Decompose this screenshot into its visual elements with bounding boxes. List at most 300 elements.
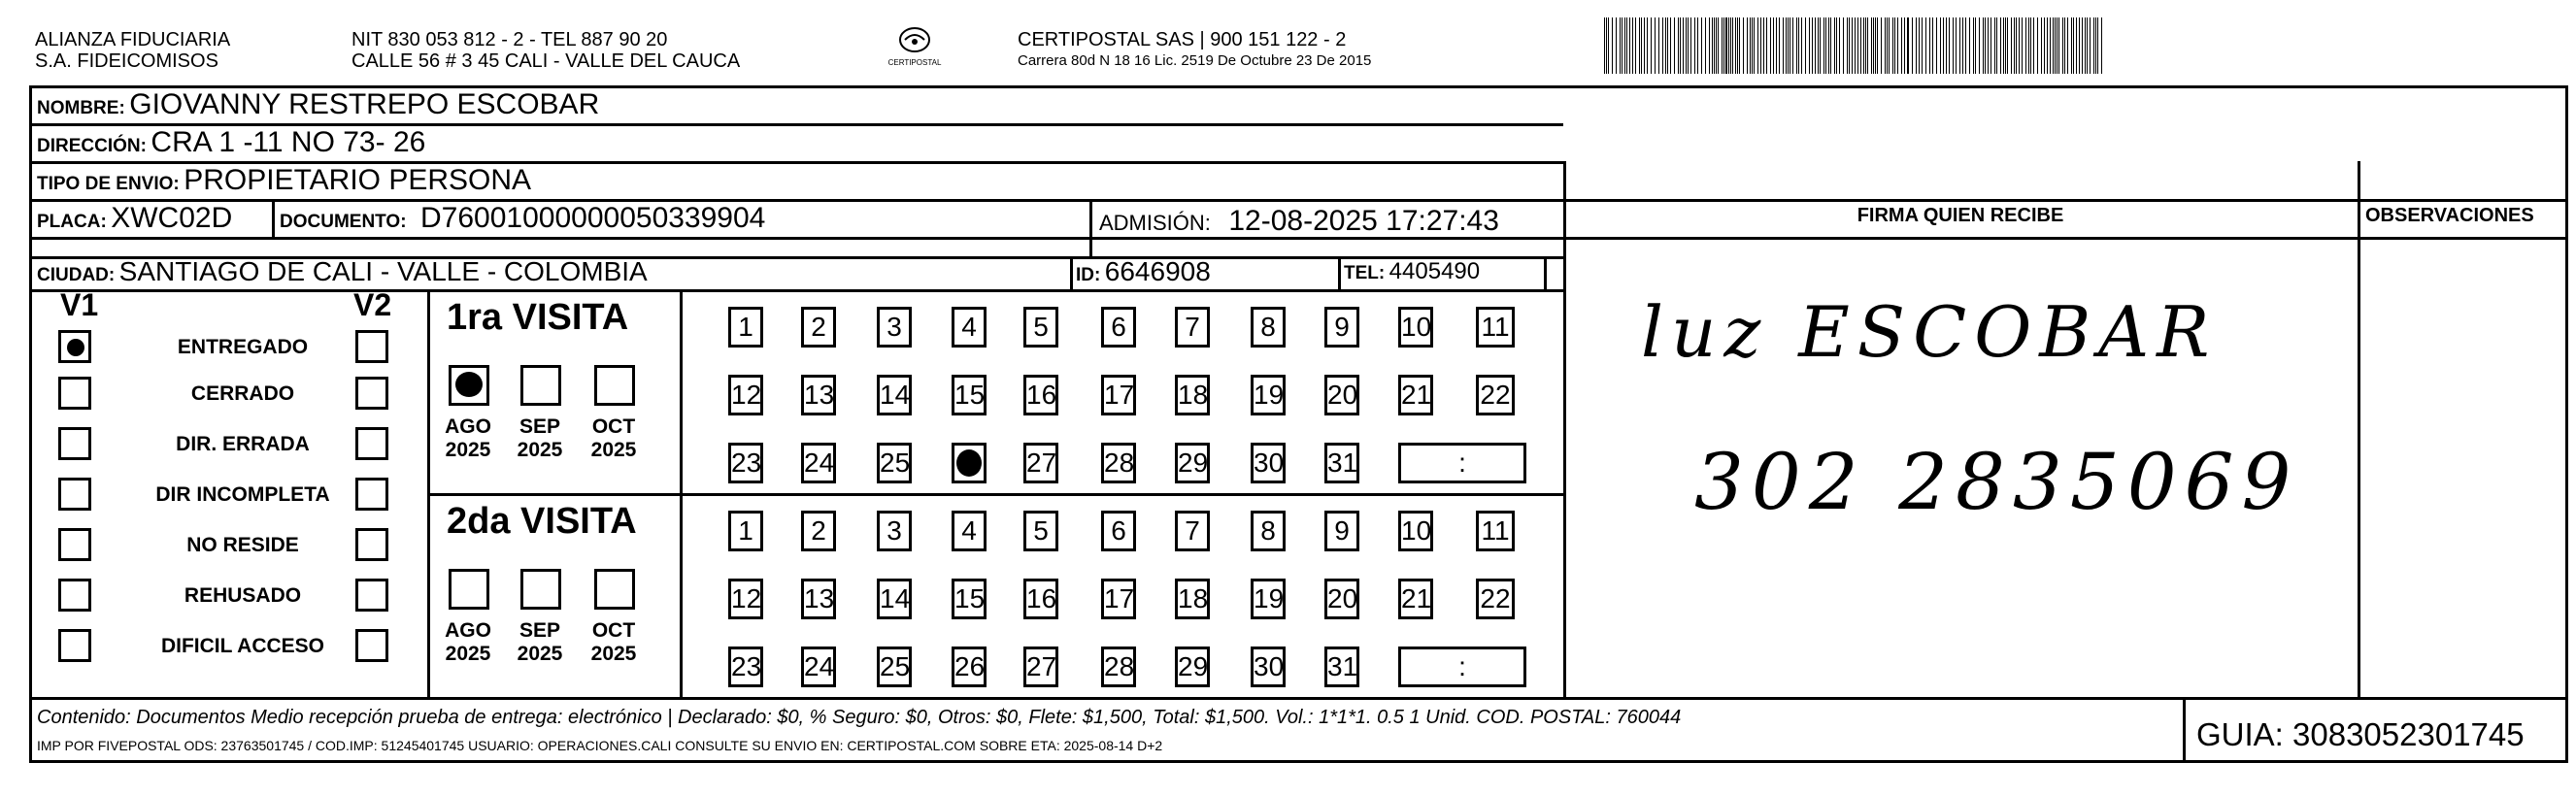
barcode-bar [1651, 17, 1652, 74]
barcode-bar [1988, 17, 1989, 74]
barcode-bar [1620, 17, 1621, 74]
barcode-bar [2025, 17, 2026, 74]
barcode-bar [1885, 17, 1886, 74]
barcode-bar [1680, 17, 1681, 74]
barcode-bar [1752, 17, 1753, 74]
barcode-bar [2076, 17, 2077, 74]
barcode-bar [1647, 17, 1648, 74]
barcode-bar [2062, 17, 2063, 74]
barcode-bar [1994, 17, 1995, 74]
barcode-bar [1949, 17, 1950, 74]
courier-name: CERTIPOSTAL SAS | 900 151 122 - 2 [1018, 29, 1347, 50]
barcode-bar [1694, 17, 1695, 74]
checked-mark-icon [455, 372, 483, 397]
courier-logo [886, 25, 944, 67]
barcode-bar [2005, 17, 2006, 74]
month-checkbox[interactable] [520, 365, 561, 406]
barcode-bar [2003, 17, 2004, 74]
day-box[interactable]: 8 [1251, 307, 1286, 348]
v1-checkbox[interactable] [58, 579, 91, 612]
day-box[interactable]: 16 [1023, 375, 1058, 415]
v2-checkbox[interactable] [355, 377, 388, 410]
barcode-bar [1766, 17, 1767, 74]
day-box[interactable]: 10 [1398, 307, 1433, 348]
month-name: AGO [445, 619, 491, 642]
barcode-bar [1632, 17, 1633, 74]
barcode-bar [1735, 17, 1736, 74]
barcode-bar [1712, 17, 1713, 74]
barcode-bar [1932, 17, 1933, 74]
barcode-bar [1667, 17, 1668, 74]
barcode-bar [1622, 17, 1623, 74]
barcode-bar [1723, 17, 1724, 74]
month-label [441, 619, 495, 666]
barcode-bar [1959, 17, 1960, 74]
time-box[interactable]: : [1398, 443, 1526, 483]
month-name: OCT [591, 619, 636, 642]
barcode-bar [1887, 17, 1888, 74]
barcode-bar [1805, 17, 1806, 74]
month-name: AGO [445, 415, 491, 438]
barcode-bar [1776, 17, 1777, 74]
barcode-bar [2053, 17, 2054, 74]
nombre-label: NOMBRE: [37, 98, 125, 118]
day-box[interactable]: 14 [877, 579, 912, 619]
barcode-bar [2033, 17, 2034, 74]
day-box[interactable]: 6 [1101, 511, 1136, 551]
signature-phone: 302 2835069 [1694, 437, 2299, 527]
barcode-bar [2011, 17, 2012, 74]
day-box[interactable]: 5 [1023, 511, 1058, 551]
day-box[interactable]: 24 [801, 647, 836, 687]
day-box[interactable] [952, 443, 987, 483]
day-box[interactable]: 3 [877, 307, 912, 348]
barcode-bar [1670, 17, 1671, 74]
day-box[interactable]: 12 [728, 375, 763, 415]
barcode-bar [1889, 17, 1890, 74]
barcode-bar [1969, 17, 1970, 74]
barcode-bar [1612, 17, 1613, 74]
signature-name: luz ESCOBAR [1641, 291, 2218, 373]
day-box[interactable]: 1 [728, 511, 763, 551]
v1-checkbox[interactable] [58, 478, 91, 511]
barcode-bar [2041, 17, 2042, 74]
month-year: 2025 [517, 643, 563, 665]
barcode-bar [1655, 17, 1656, 74]
day-box[interactable]: 17 [1101, 579, 1136, 619]
company-nit: NIT 830 053 812 - 2 - TEL 887 90 20 [351, 29, 668, 50]
month-year: 2025 [590, 439, 637, 461]
month-checkbox[interactable] [594, 569, 635, 610]
month-year: 2025 [590, 643, 637, 665]
barcode-bar [1786, 17, 1787, 74]
day-box[interactable]: 16 [1023, 579, 1058, 619]
barcode-bar [1907, 17, 1909, 74]
barcode-bar [1606, 17, 1607, 74]
month-name: SEP [519, 415, 561, 438]
day-box[interactable]: 9 [1324, 511, 1359, 551]
barcode-bar [1686, 17, 1687, 74]
barcode-bar [1616, 17, 1617, 74]
day-box[interactable]: 20 [1324, 579, 1359, 619]
barcode-bar [1796, 17, 1797, 74]
ciudad-field [37, 254, 648, 294]
day-box[interactable]: 28 [1101, 443, 1136, 483]
v1-checkbox[interactable] [58, 427, 91, 460]
id-label: ID: [1076, 265, 1101, 285]
month-name: OCT [591, 415, 636, 438]
barcode-bar [1757, 17, 1758, 74]
v1-checkbox[interactable] [58, 528, 91, 561]
company-address: CALLE 56 # 3 45 CALI - VALLE DEL CAUCA [351, 50, 741, 72]
v2-checkbox[interactable] [355, 528, 388, 561]
barcode-bar [1750, 17, 1751, 74]
tipo-envio-value: PROPIETARIO PERSONA [184, 164, 532, 196]
barcode-bar [1925, 17, 1926, 74]
barcode-bar [1852, 17, 1853, 74]
day-box[interactable]: 31 [1324, 647, 1359, 687]
barcode-bar [2030, 17, 2031, 74]
barcode-bar [2097, 17, 2098, 74]
company-line2: S.A. FIDEICOMISOS [35, 50, 218, 72]
barcode-bar [1985, 17, 1986, 74]
barcode-bar [2085, 17, 2086, 74]
day-box[interactable]: 2 [801, 511, 836, 551]
barcode-bar [1962, 17, 1963, 74]
barcode-bar [2082, 17, 2083, 74]
documento-label: DOCUMENTO: [280, 212, 407, 232]
barcode-bar [1665, 17, 1666, 74]
day-box[interactable]: 4 [952, 511, 987, 551]
direccion-value: CRA 1 -11 NO 73- 26 [151, 126, 426, 158]
barcode-bar [1953, 17, 1954, 74]
month-checkbox[interactable] [594, 365, 635, 406]
barcode-bar [2019, 17, 2020, 74]
barcode-bar [1919, 17, 1920, 74]
barcode-bar [1658, 17, 1659, 74]
time-box[interactable]: : [1398, 647, 1526, 687]
barcode-bar [1996, 17, 1997, 74]
checked-mark-icon [67, 339, 84, 356]
day-box[interactable]: 8 [1251, 511, 1286, 551]
v2-checkbox[interactable] [355, 330, 388, 363]
day-box[interactable]: 25 [877, 443, 912, 483]
barcode-bar [2093, 17, 2094, 74]
barcode-bar [2090, 17, 2091, 74]
day-box[interactable]: 29 [1175, 647, 1210, 687]
barcode-bar [1760, 17, 1761, 74]
day-box[interactable]: 23 [728, 443, 763, 483]
barcode-bar [1812, 17, 1813, 74]
day-box[interactable]: 28 [1101, 647, 1136, 687]
barcode-bar [1894, 17, 1895, 74]
day-box[interactable]: 31 [1324, 443, 1359, 483]
barcode-bar [1714, 17, 1715, 74]
checked-mark-icon [956, 449, 982, 477]
barcode-bar [1639, 17, 1640, 74]
barcode-bar [1798, 17, 1799, 74]
day-box[interactable]: 4 [952, 307, 987, 348]
barcode-bar [1818, 17, 1819, 74]
day-box[interactable]: 29 [1175, 443, 1210, 483]
day-box[interactable]: 7 [1175, 511, 1210, 551]
barcode-bar [1705, 17, 1706, 74]
day-box[interactable]: 27 [1023, 443, 1058, 483]
barcode-bar [1834, 17, 1835, 74]
footer-imp: IMP POR FIVEPOSTAL ODS: 23763501745 / COD.IMP: 51245401745 USUARIO: OPERACIONES.CALI CONSULTE SU ENVIO EN: CERTIPOSTAL.COM SOBRE ETA: 2025-08-14 D+2 [37, 738, 1163, 753]
admision-label: ADMISIÓN: [1099, 211, 1211, 235]
month-checkbox[interactable] [449, 569, 489, 610]
barcode-bar [1875, 17, 1876, 74]
v1-checkbox[interactable] [58, 629, 91, 662]
admision-value: 12-08-2025 17:27:43 [1228, 205, 1499, 237]
barcode-bar [1828, 17, 1829, 74]
day-box[interactable]: 19 [1251, 375, 1286, 415]
barcode-bar [1629, 17, 1630, 74]
v2-checkbox[interactable] [355, 427, 388, 460]
day-box[interactable]: 30 [1251, 647, 1286, 687]
day-box[interactable]: 24 [801, 443, 836, 483]
v2-header: V2 [353, 287, 392, 322]
day-box[interactable]: 22 [1476, 375, 1515, 415]
barcode-bar [1604, 17, 1605, 74]
barcode-bar [2073, 17, 2074, 74]
documento-field [280, 201, 765, 241]
barcode-bar [1809, 17, 1810, 74]
barcode-bar [2007, 17, 2008, 74]
barcode [1604, 17, 2109, 74]
v2-checkbox[interactable] [355, 478, 388, 511]
tipo-envio-field [37, 163, 531, 203]
barcode-bar [1936, 17, 1937, 74]
barcode-bar [1892, 17, 1893, 74]
courier-address: Carrera 80d N 18 16 Lic. 2519 De Octubre 23 De 2015 [1018, 52, 1372, 69]
day-box[interactable]: 27 [1023, 647, 1058, 687]
barcode-bar [1728, 17, 1729, 74]
barcode-bar [2037, 17, 2038, 74]
v1-header: V1 [60, 287, 99, 322]
day-box[interactable]: 18 [1175, 375, 1210, 415]
day-box[interactable]: 10 [1398, 511, 1433, 551]
company-contact [351, 29, 740, 72]
barcode-bar [1904, 17, 1905, 74]
barcode-bar [1635, 17, 1636, 74]
v1-checkbox[interactable] [58, 330, 91, 363]
barcode-bar [2016, 17, 2017, 74]
barcode-bar [1979, 17, 1980, 74]
barcode-bar [2022, 17, 2023, 74]
barcode-bar [1975, 17, 1976, 74]
barcode-bar [1825, 17, 1826, 74]
barcode-bar [1847, 17, 1848, 74]
id-value: 6646908 [1104, 256, 1211, 286]
barcode-bar [1922, 17, 1923, 74]
barcode-bar [1860, 17, 1861, 74]
barcode-bar [1718, 17, 1719, 74]
barcode-bar [1946, 17, 1947, 74]
day-box[interactable]: 14 [877, 375, 912, 415]
nombre-field [37, 87, 599, 127]
footer-contenido: Contenido: Documentos Medio recepción prueba de entrega: electrónico | Declarado: $0, % Seguro: $0, Otros: $0, Flete: $1,500, Total: $1,500. Vol.: 1*1*1. 0.5 1 Unid. COD. POSTAL: 760044 [37, 707, 1682, 728]
barcode-bar [1662, 17, 1663, 74]
barcode-bar [1855, 17, 1856, 74]
barcode-bar [1901, 17, 1902, 74]
barcode-bar [1843, 17, 1844, 74]
day-box[interactable]: 18 [1175, 579, 1210, 619]
barcode-bar [1644, 17, 1645, 74]
documento-value: D76001000000050339904 [420, 202, 766, 234]
guia-number: GUIA: 3083052301745 [2196, 716, 2525, 752]
barcode-bar [2047, 17, 2048, 74]
day-box[interactable]: 2 [801, 307, 836, 348]
barcode-bar [1965, 17, 1966, 74]
barcode-bar [1916, 17, 1917, 74]
barcode-bar [1849, 17, 1850, 74]
day-box[interactable]: 19 [1251, 579, 1286, 619]
day-box[interactable]: 15 [952, 579, 987, 619]
barcode-bar [1871, 17, 1872, 74]
day-box[interactable]: 17 [1101, 375, 1136, 415]
month-name: SEP [519, 619, 561, 642]
barcode-bar [1697, 17, 1698, 74]
month-label [513, 619, 567, 666]
barcode-bar [1674, 17, 1675, 74]
ciudad-value: SANTIAGO DE CALI - VALLE - COLOMBIA [118, 256, 648, 286]
barcode-bar [1690, 17, 1691, 74]
day-box[interactable]: 6 [1101, 307, 1136, 348]
barcode-bar [1678, 17, 1679, 74]
direccion-label: DIRECCIÓN: [37, 136, 147, 156]
barcode-bar [1792, 17, 1793, 74]
barcode-bar [1863, 17, 1864, 74]
month-year: 2025 [445, 643, 491, 665]
barcode-bar [1881, 17, 1882, 74]
barcode-bar [1779, 17, 1780, 74]
day-box[interactable]: 11 [1476, 511, 1515, 551]
month-checkbox[interactable] [520, 569, 561, 610]
month-label [441, 415, 495, 462]
barcode-bar [1725, 17, 1727, 74]
day-box[interactable]: 23 [728, 647, 763, 687]
month-year: 2025 [517, 439, 563, 461]
day-box[interactable]: 30 [1251, 443, 1286, 483]
barcode-bar [1823, 17, 1824, 74]
barcode-bar [1732, 17, 1733, 74]
barcode-bar [2079, 17, 2080, 74]
certipostal-logo-icon [897, 25, 932, 54]
barcode-bar [2101, 17, 2102, 74]
day-box[interactable]: 26 [952, 647, 987, 687]
day-box[interactable]: 7 [1175, 307, 1210, 348]
barcode-bar [1770, 17, 1771, 74]
id-field [1076, 254, 1211, 294]
admision-field [1099, 204, 1499, 244]
barcode-bar [1877, 17, 1878, 74]
barcode-bar [1747, 17, 1748, 74]
tel-value: 4405490 [1388, 258, 1481, 284]
month-checkbox[interactable] [449, 365, 489, 406]
placa-value: XWC02D [111, 202, 233, 234]
barcode-bar [1788, 17, 1789, 74]
month-label [586, 619, 641, 666]
day-box[interactable]: 9 [1324, 307, 1359, 348]
barcode-bar [1857, 17, 1858, 74]
barcode-bar [2087, 17, 2088, 74]
day-box[interactable]: 11 [1476, 307, 1515, 348]
day-box[interactable]: 20 [1324, 375, 1359, 415]
barcode-bar [1624, 17, 1625, 74]
barcode-bar [1912, 17, 1913, 74]
barcode-bar [1743, 17, 1744, 74]
barcode-bar [2064, 17, 2065, 74]
month-label [513, 415, 567, 462]
placa-field [37, 201, 232, 241]
barcode-bar [1873, 17, 1874, 74]
barcode-bar [2055, 17, 2056, 74]
company-line1: ALIANZA FIDUCIARIA [35, 29, 231, 50]
day-box[interactable]: 12 [728, 579, 763, 619]
day-box[interactable]: 15 [952, 375, 987, 415]
barcode-bar [1801, 17, 1802, 74]
barcode-bar [1830, 17, 1831, 74]
company-name [35, 29, 230, 72]
tel-label: TEL: [1344, 263, 1386, 283]
status-label: DIFICIL ACCESO [160, 635, 324, 657]
barcode-bar [1773, 17, 1774, 74]
barcode-bar [1626, 17, 1627, 74]
barcode-bar [1722, 17, 1723, 74]
barcode-bar [1608, 17, 1609, 74]
barcode-bar [2095, 17, 2096, 74]
barcode-bar [2028, 17, 2029, 74]
status-label: DIR INCOMPLETA [155, 483, 330, 506]
barcode-bar [1754, 17, 1755, 74]
day-box[interactable]: 22 [1476, 579, 1515, 619]
barcode-bar [2067, 17, 2068, 74]
day-box[interactable]: 1 [728, 307, 763, 348]
day-box[interactable]: 5 [1023, 307, 1058, 348]
placa-label: PLACA: [37, 212, 107, 232]
barcode-bar [1688, 17, 1689, 74]
day-box[interactable]: 13 [801, 375, 836, 415]
month-year: 2025 [445, 439, 491, 461]
tipo-envio-label: TIPO DE ENVIO: [37, 174, 180, 194]
direccion-field [37, 125, 425, 165]
visit-title: 2da VISITA [447, 501, 637, 542]
day-box[interactable]: 21 [1398, 375, 1433, 415]
v1-checkbox[interactable] [58, 377, 91, 410]
barcode-bar [1815, 17, 1816, 74]
barcode-bar [1865, 17, 1866, 74]
v2-checkbox[interactable] [355, 629, 388, 662]
day-box[interactable]: 13 [801, 579, 836, 619]
barcode-bar [1737, 17, 1738, 74]
barcode-bar [1820, 17, 1821, 74]
barcode-bar [1701, 17, 1702, 74]
barcode-bar [1783, 17, 1784, 74]
day-box[interactable]: 3 [877, 511, 912, 551]
barcode-bar [1739, 17, 1740, 74]
day-box[interactable]: 25 [877, 647, 912, 687]
barcode-bar [2044, 17, 2045, 74]
barcode-bar [1929, 17, 1930, 74]
day-box[interactable]: 21 [1398, 579, 1433, 619]
v2-checkbox[interactable] [355, 579, 388, 612]
barcode-bar [1897, 17, 1898, 74]
visit-title: 1ra VISITA [447, 297, 629, 338]
ciudad-label: CIUDAD: [37, 265, 116, 285]
month-label [586, 415, 641, 462]
